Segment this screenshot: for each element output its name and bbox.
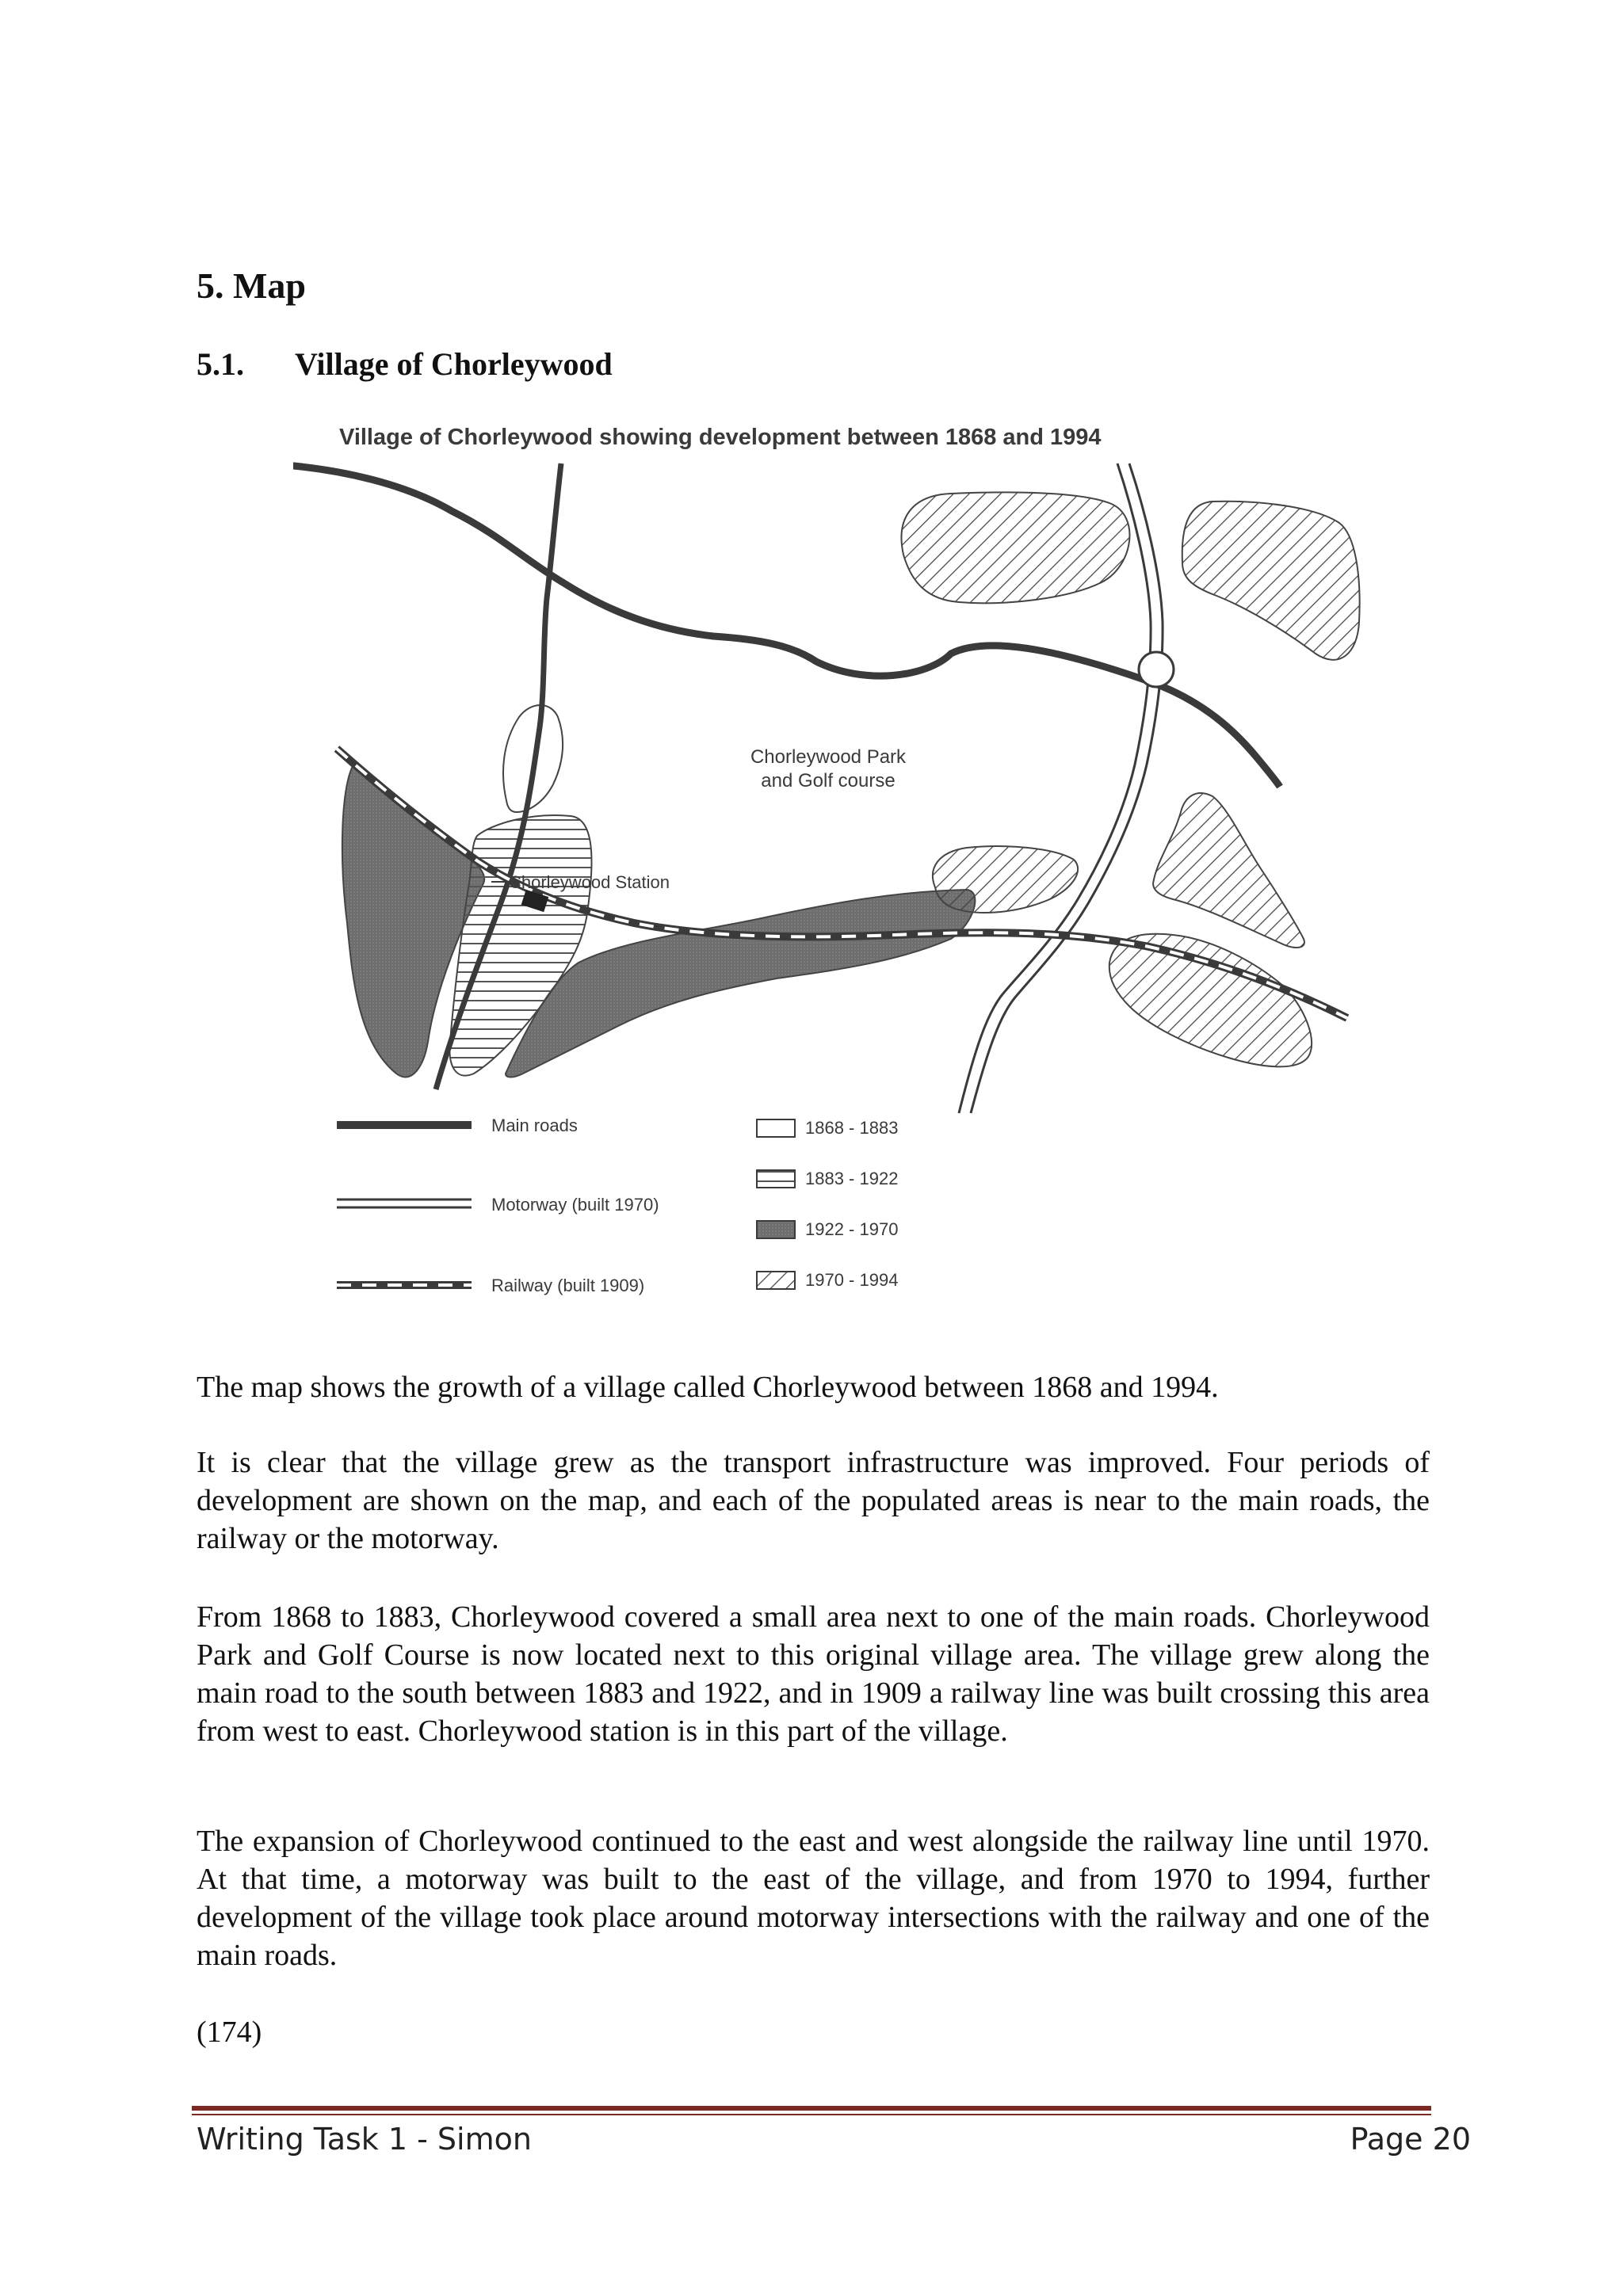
word-count: (174) [197, 2016, 262, 2049]
area-1970-1994-east-lower [1109, 934, 1312, 1067]
subsection-heading [197, 345, 613, 383]
area-1970-1994-east-upper [1153, 793, 1304, 948]
legend-period2-swatch [757, 1170, 795, 1188]
footer-rule-thick [192, 2106, 1431, 2111]
legend-period2: 1883 - 1922 [805, 1169, 899, 1188]
subsection-number: 5.1. [197, 346, 244, 382]
legend-period4: 1970 - 1994 [805, 1270, 899, 1290]
footer-title: Writing Task 1 - Simon [197, 2122, 532, 2157]
park-label-line1: Chorleywood Park [750, 746, 907, 768]
legend-period4-swatch [757, 1272, 795, 1289]
park-label-line2: and Golf course [761, 770, 896, 791]
legend-motorway: Motorway (built 1970) [491, 1195, 659, 1215]
subsection-title: Village of Chorleywood [295, 346, 613, 382]
paragraph-overview: It is clear that the village grew as the transport infrastructure was improved. Four periods of development are shown on the map, and each of the populated areas is near to the main roads, the railway or the motorway. [197, 1446, 1430, 1555]
map-figure [293, 416, 1450, 1327]
page-number: Page 20 [1350, 2122, 1471, 2157]
legend-main-roads: Main roads [491, 1116, 578, 1135]
chorleywood-map [293, 416, 1450, 1327]
station-label: Chorleywood Station [509, 872, 670, 892]
area-1970-1994-centre [933, 846, 1078, 913]
legend-period3-swatch [757, 1221, 795, 1238]
legend [337, 1116, 898, 1295]
legend-railway: Railway (built 1909) [491, 1276, 645, 1295]
paragraph-later-development: The expansion of Chorleywood continued to the east and west alongside the railway line until 1970. At that time, a motorway was built to the east of the village, and from 1970 to 1994, further development of the village took place around motorway intersections with the railway and one of the main roads. [197, 1825, 1430, 1972]
legend-period3: 1922 - 1970 [805, 1219, 899, 1239]
area-1970-1994-north-2 [1182, 502, 1360, 660]
legend-main-roads-swatch [337, 1121, 472, 1129]
area-1970-1994-north-1 [902, 492, 1130, 603]
paragraph-early-development: From 1868 to 1883, Chorleywood covered a small area next to one of the main roads. Chorleywood Park and Golf Course is now located next to this original village area. The village grew along the main road to the south between 1883 and 1922, and in 1909 a railway line was built crossing this area from west to east. Chorleywood station is in this part of the village. [197, 1600, 1430, 1748]
footer-rule-thin [192, 2114, 1431, 2115]
legend-period1: 1868 - 1883 [805, 1118, 899, 1138]
section-heading: 5. Map [197, 265, 306, 306]
paragraph-intro: The map shows the growth of a village called Chorleywood between 1868 and 1994. [197, 1371, 1219, 1404]
legend-period1-swatch [757, 1119, 795, 1137]
map-title: Village of Chorleywood showing development between 1868 and 1994 [339, 425, 1102, 450]
